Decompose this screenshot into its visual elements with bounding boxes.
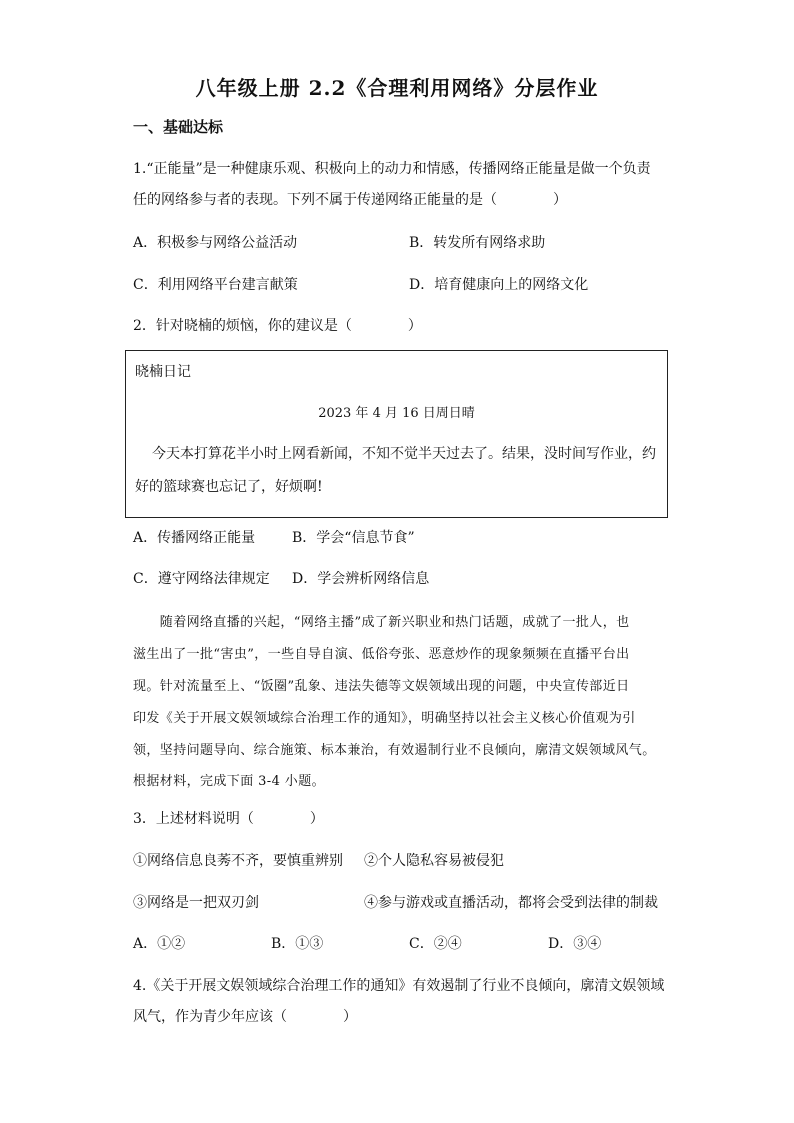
q2-option-d: D．学会辨析网络信息 — [292, 571, 430, 587]
q3-statement-1: ①网络信息良莠不齐，要慎重辨别 — [133, 853, 343, 869]
material-line3: 现。针对流量至上、“饭圈”乱象、违法失德等文娱领域出现的问题，中央宣传部近日 — [133, 679, 630, 694]
material-line6: 根据材料，完成下面 3-4 小题。 — [133, 774, 325, 789]
q2-stem: 2．针对晓楠的烦恼，你的建议是（ ） — [133, 318, 422, 334]
q2-option-c: C．遵守网络法律规定 — [133, 571, 270, 587]
section-heading: 一、基础达标 — [133, 118, 224, 136]
q1-option-d: D．培育健康向上的网络文化 — [409, 277, 589, 293]
page-title: 八年级上册 2.2《合理利用网络》分层作业 — [195, 76, 599, 100]
q1-stem-line2: 任的网络参与者的表现。下列不属于传递网络正能量的是（ ） — [133, 192, 567, 208]
diary-box — [125, 350, 668, 518]
diary-text-line1: 今天本打算花半小时上网看新闻，不知不觉半天过去了。结果，没时间写作业，约 — [152, 446, 656, 462]
q4-stem-line1: 4.《关于开展文娱领域综合治理工作的通知》有效遏制了行业不良倾向，廓清文娱领域 — [133, 978, 665, 994]
q3-option-d: D．③④ — [548, 936, 602, 952]
q3-statement-4: ④参与游戏或直播活动，都将会受到法律的制裁 — [364, 895, 658, 911]
q3-option-c: C．②④ — [409, 936, 462, 952]
q2-option-a: A．传播网络正能量 — [133, 530, 256, 546]
q1-option-c: C．利用网络平台建言献策 — [133, 277, 298, 293]
q1-option-b: B．转发所有网络求助 — [409, 235, 546, 251]
diary-date: 2023 年 4 月 16 日周日晴 — [318, 406, 475, 421]
q3-statement-3: ③网络是一把双刃剑 — [133, 895, 259, 911]
q3-option-a: A．①② — [133, 936, 186, 952]
diary-text-line2: 好的篮球赛也忘记了，好烦啊! — [135, 479, 323, 495]
q4-stem-line2: 风气，作为青少年应该（ ） — [133, 1009, 357, 1025]
diary-title: 晓楠日记 — [135, 364, 191, 380]
material-line2: 滋生出了一批“害虫”，一些自导自演、低俗夸张、恶意炒作的现象频频在直播平台出 — [133, 647, 630, 662]
q1-option-a: A．积极参与网络公益活动 — [133, 235, 298, 251]
material-line1: 随着网络直播的兴起，“网络主播”成了新兴职业和热门话题，成就了一批人，也 — [133, 615, 630, 630]
q3-statement-2: ②个人隐私容易被侵犯 — [364, 853, 504, 869]
q3-option-b: B．①③ — [271, 936, 324, 952]
material-line5: 领，坚持问题导向、综合施策、标本兼治，有效遏制行业不良倾向，廓清文娱领域风气。 — [133, 743, 656, 758]
q2-option-b: B．学会“信息节食” — [292, 530, 415, 546]
q1-stem-line1: 1.“正能量”是一种健康乐观、积极向上的动力和情感，传播网络正能量是做一个负责 — [133, 161, 651, 177]
material-line4: 印发《关于开展文娱领域综合治理工作的通知》，明确坚持以社会主义核心价值观为引 — [133, 711, 636, 726]
q3-stem: 3．上述材料说明（ ） — [133, 811, 324, 827]
